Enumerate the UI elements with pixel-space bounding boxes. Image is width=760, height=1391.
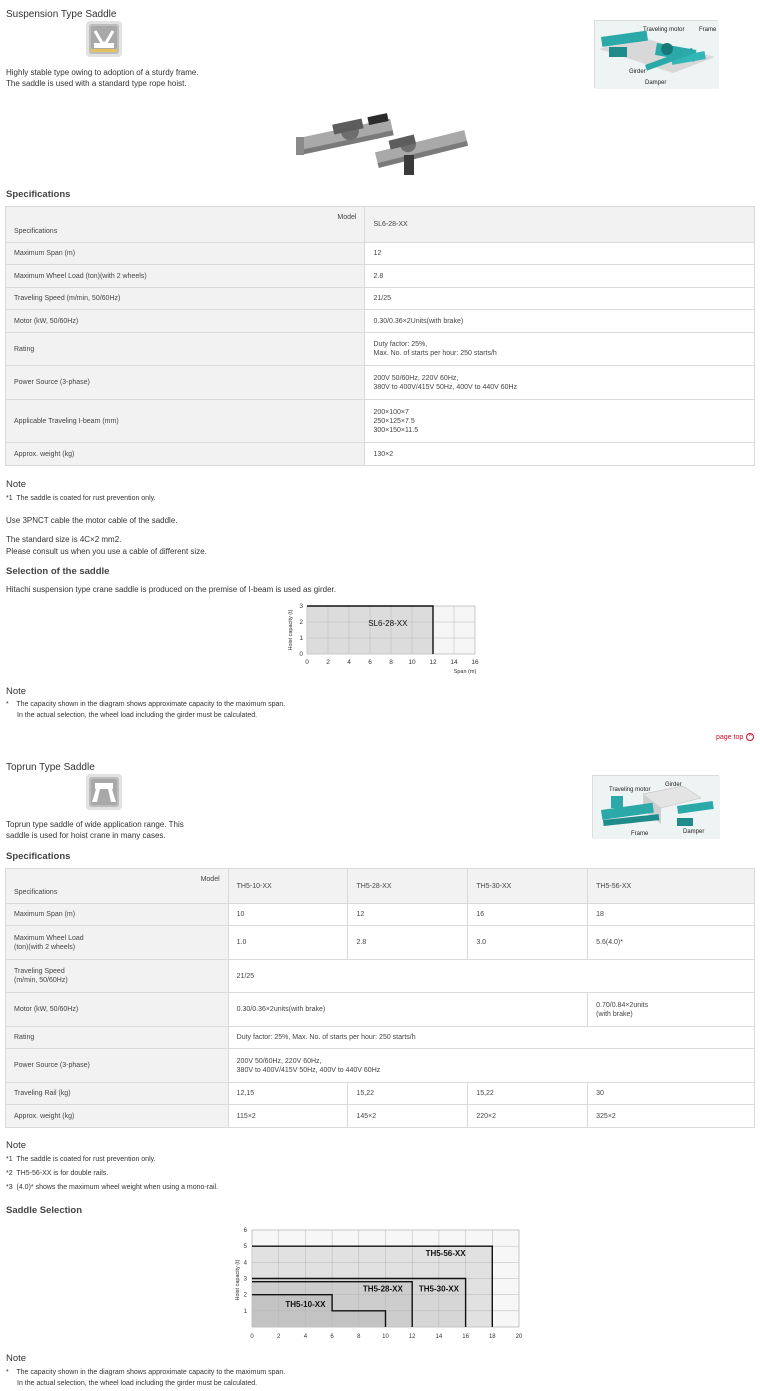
section-title-toprun: Toprun Type Saddle — [6, 762, 95, 773]
x-axis-label: Span (m) — [453, 669, 477, 675]
diagram-label-traveling-motor: Traveling motor — [643, 27, 685, 33]
region-label-th5-30: TH5-30-XX — [418, 1284, 459, 1294]
model-col-3: TH5-30-XX — [468, 869, 588, 904]
y-tick-label: 0 — [299, 651, 303, 658]
y-tick-label: 4 — [243, 1260, 247, 1267]
suspension-saddle-diagram — [594, 20, 718, 88]
specifications-heading-2: Specifications — [6, 851, 71, 862]
x-tick-label: 12 — [429, 659, 437, 666]
y-tick-label: 2 — [299, 619, 303, 626]
diagram-label-girder: Girder — [629, 69, 646, 75]
x-tick-label: 0 — [305, 659, 309, 666]
table-row: Rating Duty factor: 25%, Max. No. of starts per hour: 250 starts/h — [6, 333, 755, 366]
table-row: Traveling Speed (m/min, 50/60Hz) 21/25 — [6, 288, 755, 310]
table-row: Applicable Traveling I-beam (mm) 200×100×7 250×125×7.5 300×150×11.5 — [6, 400, 755, 443]
suspension-saddle-photo — [292, 101, 470, 183]
x-tick-label: 12 — [408, 1334, 416, 1340]
x-tick-label: 10 — [408, 659, 416, 666]
x-tick-label: 14 — [450, 659, 458, 666]
y-tick-label: 1 — [243, 1308, 247, 1315]
note-title-2: Note — [6, 686, 27, 697]
y-tick-label: 3 — [243, 1276, 247, 1283]
suspension-type-icon — [86, 21, 122, 57]
x-tick-label: 4 — [347, 659, 351, 666]
table-row: Traveling Rail (kg) 12,15 15,22 15,22 30 — [6, 1083, 755, 1105]
specifications-heading-1: Specifications — [6, 189, 71, 200]
x-tick-label: 14 — [435, 1334, 443, 1340]
table-row: Maximum Wheel Load (ton)(with 2 wheels) 1.0 2.8 3.0 5.6(4.0)* — [6, 926, 755, 960]
y-tick-label: 6 — [243, 1228, 247, 1234]
chart-suspension-selection — [282, 600, 482, 678]
toprun-description: Toprun type saddle of wide application range. This saddle is used for hoist crane in many cases. — [6, 820, 184, 840]
model-header: Model — [337, 214, 357, 221]
specifications-header: Specifications — [14, 228, 58, 235]
selection-description: Hitachi suspension type crane saddle is produced on the premise of I-beam is used as girder. — [6, 585, 336, 594]
list-item: *1 The saddle is coated for rust prevention only. — [6, 1156, 156, 1163]
specifications-header: Specifications — [14, 889, 58, 896]
cable-note-2: The standard size is 4C×2 mm2. — [6, 535, 122, 544]
table-row: Maximum Span (m) 12 — [6, 243, 755, 265]
model-col-2: TH5-28-XX — [348, 869, 468, 904]
capacity-note-1: * The capacity shown in the diagram shows approximate capacity to the maximum span. In the actual selection, the wheel load including the girder must be calculated. — [6, 701, 286, 719]
toprun-saddle-diagram — [592, 775, 719, 838]
y-tick-label: 3 — [299, 603, 303, 610]
x-tick-label: 2 — [326, 659, 330, 666]
x-tick-label: 0 — [250, 1334, 254, 1340]
x-tick-label: 8 — [389, 659, 393, 666]
spec-header-row — [6, 869, 755, 904]
suspension-description: Highly stable type owing to adoption of a sturdy frame. The saddle is used with a standard type rope hoist. — [6, 68, 199, 88]
x-tick-label: 10 — [382, 1334, 389, 1340]
selection-heading-2: Saddle Selection — [6, 1205, 83, 1216]
cable-note-3: Please consult us when you use a cable of different size. — [6, 547, 207, 556]
spec-header-row — [6, 207, 755, 243]
model-col-1: TH5-10-XX — [228, 869, 348, 904]
table-row: Approx. weight (kg) 115×2 145×2 220×2 325×2 — [6, 1105, 755, 1128]
diagram-label-traveling-motor-2: Traveling motor — [609, 787, 651, 793]
table-row: Power Source (3-phase) 200V 50/60Hz, 220V 60Hz, 380V to 400V/415V 50Hz, 400V to 440V 60Hz — [6, 366, 755, 400]
x-tick-label: 20 — [515, 1334, 523, 1340]
page-top-link[interactable]: page top ^ — [716, 733, 754, 741]
list-item: *3 (4.0)* shows the maximum wheel weight when using a mono-rail. — [6, 1184, 219, 1191]
y-tick-label: 2 — [243, 1292, 247, 1299]
note-title-3: Note — [6, 1140, 27, 1151]
diagram-label-damper-2: Damper — [683, 829, 705, 835]
chart-toprun-selection — [230, 1222, 530, 1346]
selection-heading-1: Selection of the saddle — [6, 566, 110, 577]
list-item: *2 TH5-56-XX is for double rails. — [6, 1170, 109, 1177]
note-title-4: Note — [6, 1353, 27, 1364]
x-tick-label: 2 — [277, 1334, 281, 1340]
model-header: Model — [200, 876, 220, 883]
table-row: Rating Duty factor: 25%, Max. No. of starts per hour: 250 starts/h — [6, 1027, 755, 1049]
x-tick-label: 16 — [462, 1334, 469, 1340]
x-tick-label: 8 — [357, 1334, 361, 1340]
region-label-th5-10: TH5-10-XX — [285, 1299, 326, 1309]
x-tick-label: 18 — [488, 1334, 496, 1340]
table-row: Traveling Speed (m/min, 50/60Hz) 21/25 — [6, 960, 755, 993]
region-label-th5-56: TH5-56-XX — [425, 1248, 466, 1258]
y-axis-label: Hoist capacity (t) — [235, 1259, 241, 1301]
toprun-type-icon — [86, 774, 122, 810]
toprun-spec-table — [5, 868, 755, 1128]
model-col-4: TH5-56-XX — [588, 869, 755, 904]
diagram-label-damper: Damper — [645, 80, 667, 86]
toprun-notes — [6, 1154, 218, 1196]
note-rust: *1 The saddle is coated for rust prevention only. — [6, 495, 156, 502]
table-row: Maximum Wheel Load (ton)(with 2 wheels) 2.8 — [6, 265, 755, 288]
region-label: SL6-28-XX — [368, 619, 408, 628]
diagram-label-frame-2: Frame — [631, 831, 649, 837]
y-axis-label: Hoist capacity (t) — [288, 609, 294, 651]
cable-note-1: Use 3PNCT cable the motor cable of the saddle. — [6, 516, 178, 525]
region-label-th5-28: TH5-28-XX — [362, 1284, 403, 1294]
capacity-note-2: * The capacity shown in the diagram shows approximate capacity to the maximum span. In the actual selection, the wheel load including the girder must be calculated. — [6, 1369, 286, 1387]
y-tick-label: 1 — [299, 635, 303, 642]
table-row: Motor (kW, 50/60Hz) 0.30/0.36×2units(with brake) 0.70/0.84×2units (with brake) — [6, 993, 755, 1027]
x-tick-label: 6 — [330, 1334, 334, 1340]
x-tick-label: 6 — [368, 659, 372, 666]
note-title-1: Note — [6, 479, 27, 490]
suspension-spec-table — [5, 206, 755, 466]
arrow-up-icon: ^ — [746, 733, 754, 741]
model-sl6-header: SL6-28-XX — [365, 207, 755, 243]
y-tick-label: 5 — [243, 1244, 247, 1251]
diagram-label-girder-2: Girder — [665, 782, 682, 788]
diagram-label-frame: Frame — [699, 27, 717, 33]
x-tick-label: 16 — [471, 659, 479, 666]
table-row: Power Source (3-phase) 200V 50/60Hz, 220V 60Hz, 380V to 400V/415V 50Hz, 400V to 440V 60Hz — [6, 1049, 755, 1083]
x-tick-label: 4 — [303, 1334, 308, 1340]
table-row: Approx. weight (kg) 130×2 — [6, 443, 755, 466]
table-row: Motor (kW, 50/60Hz) 0.30/0.36×2Units(with brake) — [6, 310, 755, 333]
section-title-suspension: Suspension Type Saddle — [6, 9, 117, 20]
table-row: Maximum Span (m) 10 12 16 18 — [6, 904, 755, 926]
